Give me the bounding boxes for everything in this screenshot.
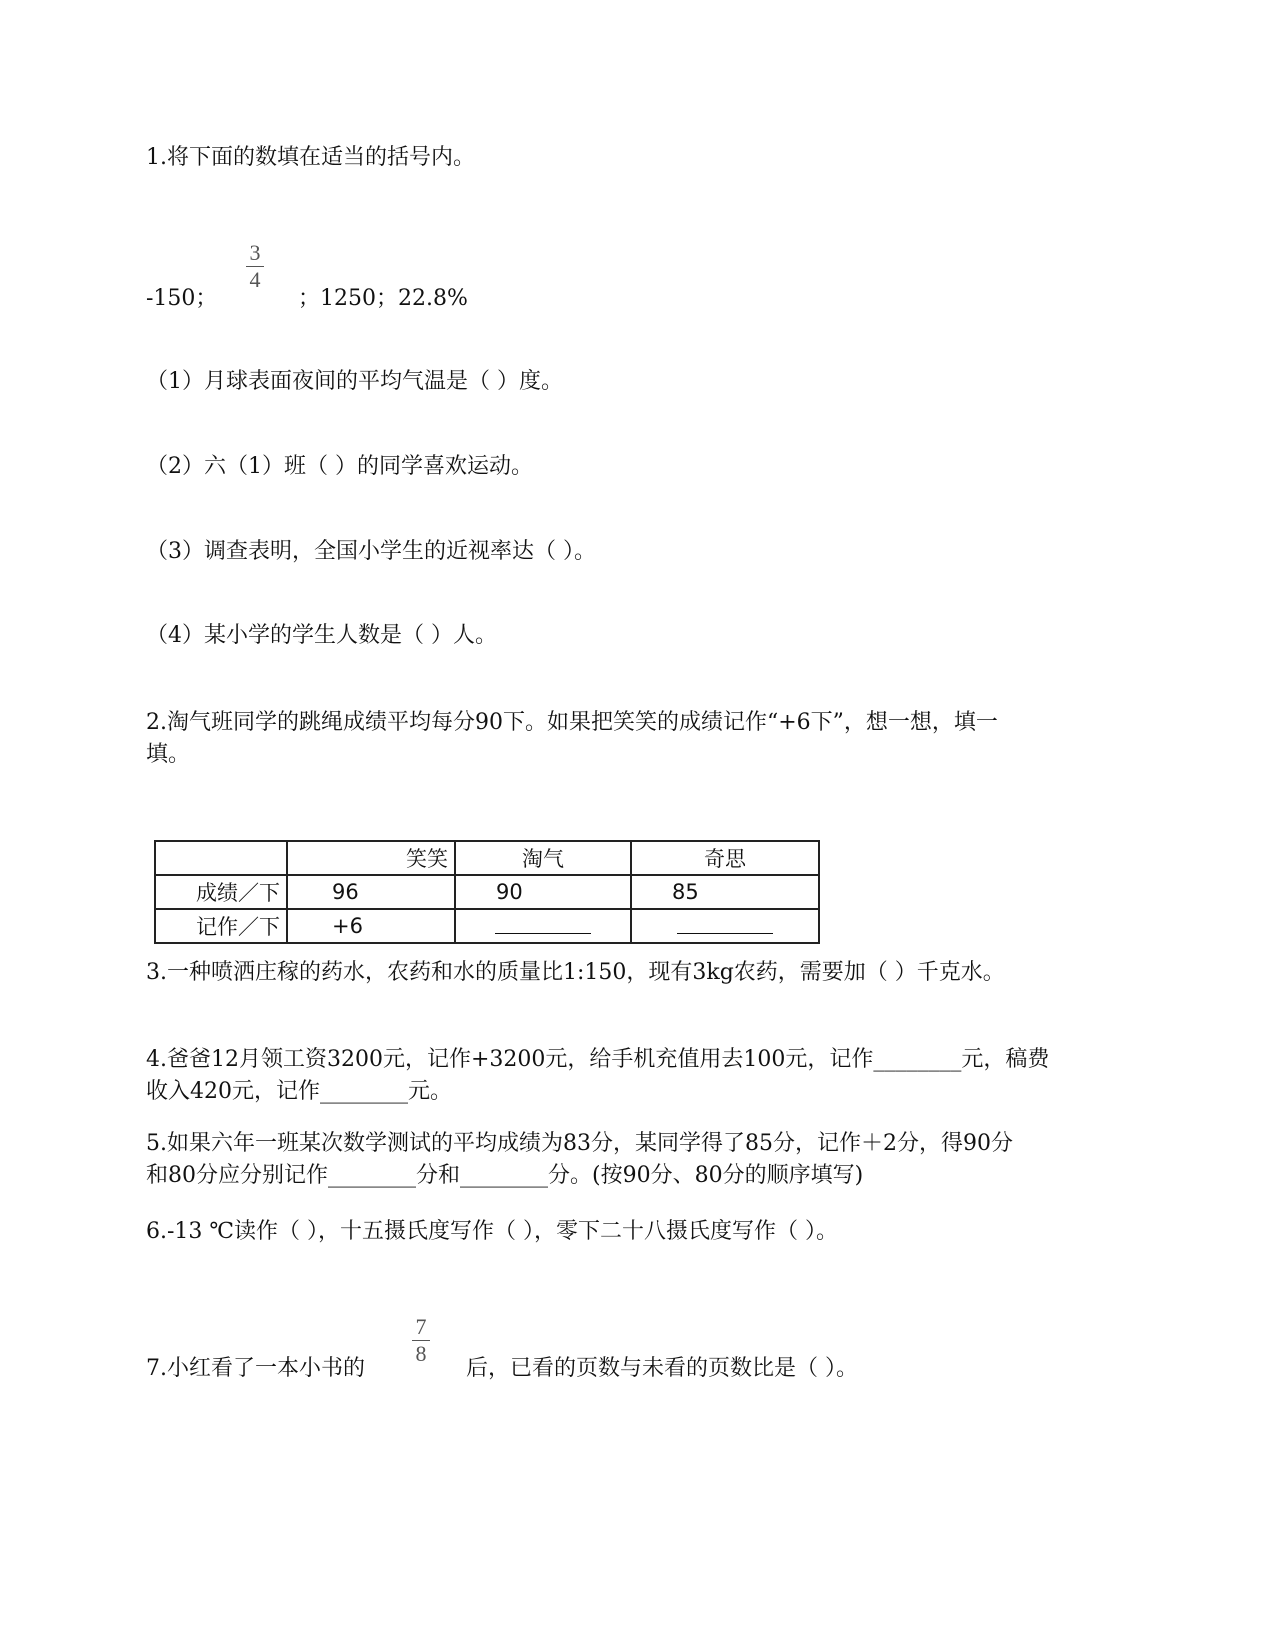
row-label: 记作／下 <box>155 909 287 943</box>
table-cell: 90 <box>455 875 631 909</box>
q5-line-2: 和80分应分别记作________分和________分。(按90分、80分的顺序填写) <box>146 1163 864 1188</box>
table-header-cell <box>155 841 287 875</box>
answer-blank[interactable] <box>677 913 773 934</box>
q7-prefix: 7.小红看了一本小书的 <box>146 1356 365 1381</box>
q4-line-1: 4.爸爸12月领工资3200元，记作+3200元，给手机充值用去100元，记作________元，稿费 <box>146 1047 1050 1072</box>
table-cell: +6 <box>287 909 455 943</box>
q1-item-2: （2）六（1）班（ ）的同学喜欢运动。 <box>146 454 533 479</box>
answer-blank-cell[interactable] <box>631 909 819 943</box>
answer-blank-cell[interactable] <box>455 909 631 943</box>
q4-line-2: 收入420元，记作________元。 <box>146 1079 452 1104</box>
answer-blank[interactable] <box>495 913 591 934</box>
table-row <box>155 875 819 909</box>
q7-suffix: 后，已看的页数与未看的页数比是（ ）。 <box>466 1356 858 1381</box>
q1-title: 1.将下面的数填在适当的括号内。 <box>146 145 475 170</box>
table-cell: 96 <box>287 875 455 909</box>
q2-line-1: 2.淘气班同学的跳绳成绩平均每分90下。如果把笑笑的成绩记作“+6下”，想一想，填一 <box>146 710 998 735</box>
q2-line-2: 填。 <box>146 742 191 767</box>
q1-item-3: （3）调查表明，全国小学生的近视率达（ ）。 <box>146 539 596 564</box>
table-header-cell: 奇思 <box>631 841 819 875</box>
q5-line-1: 5.如果六年一班某次数学测试的平均成绩为83分，某同学得了85分，记作＋2分，得90分 <box>146 1131 1013 1156</box>
q1-numbers-a: -150； <box>146 286 218 311</box>
question-3: 3.一种喷洒庄稼的药水，农药和水的质量比1:150，现有3kg农药，需要加（ ）千克水。 <box>146 960 1005 985</box>
table-cell: 85 <box>631 875 819 909</box>
table-header-row <box>155 841 819 875</box>
fraction-numerator: 7 <box>415 1314 427 1339</box>
question-6: 6.-13 ℃读作（ ），十五摄氏度写作（ ），零下二十八摄氏度写作（ ）。 <box>146 1219 839 1244</box>
fraction-numerator: 3 <box>249 240 261 265</box>
table-header-cell: 笑笑 <box>287 841 455 875</box>
row-label: 成绩／下 <box>155 875 287 909</box>
score-table <box>154 840 820 944</box>
q1-item-4: （4）某小学的学生人数是（ ）人。 <box>146 623 497 648</box>
fraction-seven-eighths <box>412 1316 430 1365</box>
fraction-denominator: 4 <box>249 267 261 292</box>
q1-numbers-b: ；1250；22.8% <box>298 286 468 311</box>
table-row <box>155 909 819 943</box>
fraction-denominator: 8 <box>415 1341 427 1366</box>
q1-item-1: （1）月球表面夜间的平均气温是（ ）度。 <box>146 369 563 394</box>
table-header-cell: 淘气 <box>455 841 631 875</box>
fraction-three-quarters <box>246 242 264 291</box>
